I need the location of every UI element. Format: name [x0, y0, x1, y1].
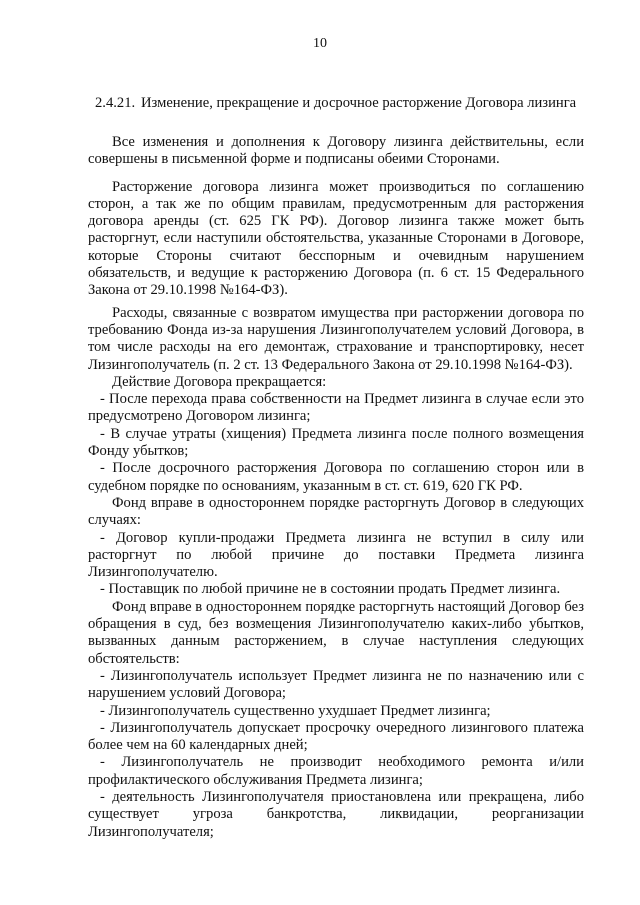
paragraph-fund-out-of-court-termination: Фонд вправе в одностороннем порядке расторгнуть настоящий Договор без обращения в суд, без возмещения Лизингополучателю каких-либо убытков, вызванных данным расторжением, в случае наступления следующих обстоятельств:	[88, 598, 584, 667]
paragraph-fund-unilateral-termination: Фонд вправе в одностороннем порядке расторгнуть Договор в следующих случаях:	[88, 494, 584, 529]
paragraph-changes: Все изменения и дополнения к Договору лизинга действительны, если совершены в письменной форме и подписаны обеими Сторонами.	[88, 134, 584, 168]
section-title: Изменение, прекращение и досрочное расторжение Договора лизинга	[141, 95, 577, 111]
paragraph-return-expenses: Расходы, связанные с возвратом имущества при расторжении договора по требованию Фонда из-за нарушения Лизингополучателем условий Договора, в том числе расходы на его демонтаж, страхование и транспортировку, несет Лизингополучатель (п. 2 ст. 13 Федерального Закона от 29.10.1998 №164-ФЗ).	[88, 304, 584, 373]
list-item-payment-delay: - Лизингополучатель допускает просрочку очередного лизингового платежа более чем на 60 календарных дней;	[88, 719, 584, 754]
paragraph-termination-grounds: Расторжение договора лизинга может производиться по соглашению сторон, а так же по общим правилам, предусмотренным для расторжения договора аренды (ст. 625 ГК РФ). Договор лизинга также может быть расторгнут, если наступили обстоятельства, указанные Сторонами в Договоре, которые Стороны считают бесспорным и очевидным нарушением обязательств, и ведущие к расторжению Договора (п. 6 ст. 15 Федерального Закона от 29.10.1998 №164-ФЗ).	[88, 178, 584, 299]
list-item-bankruptcy: - деятельность Лизингополучателя приостановлена или прекращена, либо существует угроза банкротства, ликвидации, реорганизации Лизингополучателя;	[88, 788, 584, 840]
list-item-early-termination: - После досрочного расторжения Договора по соглашению сторон или в судебном порядке по основаниям, указанным в ст. ст. 619, 620 ГК РФ.	[88, 460, 584, 494]
list-item-no-repair: - Лизингополучатель не производит необходимого ремонта и/или профилактического обслуживания Предмета лизинга;	[88, 754, 584, 788]
list-item-sale-contract: - Договор купли-продажи Предмета лизинга не вступил в силу или расторгнут по любой причине до поставки Предмета лизинга Лизингополучателю.	[88, 529, 584, 581]
section-number: 2.4.21.	[95, 95, 136, 111]
list-item-loss: - В случае утраты (хищения) Предмета лизинга после полного возмещения Фонду убытков;	[88, 425, 584, 460]
list-item-deterioration: - Лизингополучатель существенно ухудшает Предмет лизинга;	[100, 702, 491, 719]
page-number: 10	[313, 36, 327, 51]
section-heading	[95, 95, 585, 112]
document-body	[88, 134, 584, 841]
list-item-misuse: - Лизингополучатель использует Предмет лизинга не по назначению или с нарушением условий Договора;	[88, 667, 584, 702]
paragraph-contract-ends: Действие Договора прекращается:	[112, 373, 327, 390]
list-item-supplier: - Поставщик по любой причине не в состоянии продать Предмет лизинга.	[100, 581, 561, 598]
list-item-ownership-transfer: - После перехода права собственности на Предмет лизинга в случае если это предусмотрено Договором лизинга;	[88, 391, 584, 425]
